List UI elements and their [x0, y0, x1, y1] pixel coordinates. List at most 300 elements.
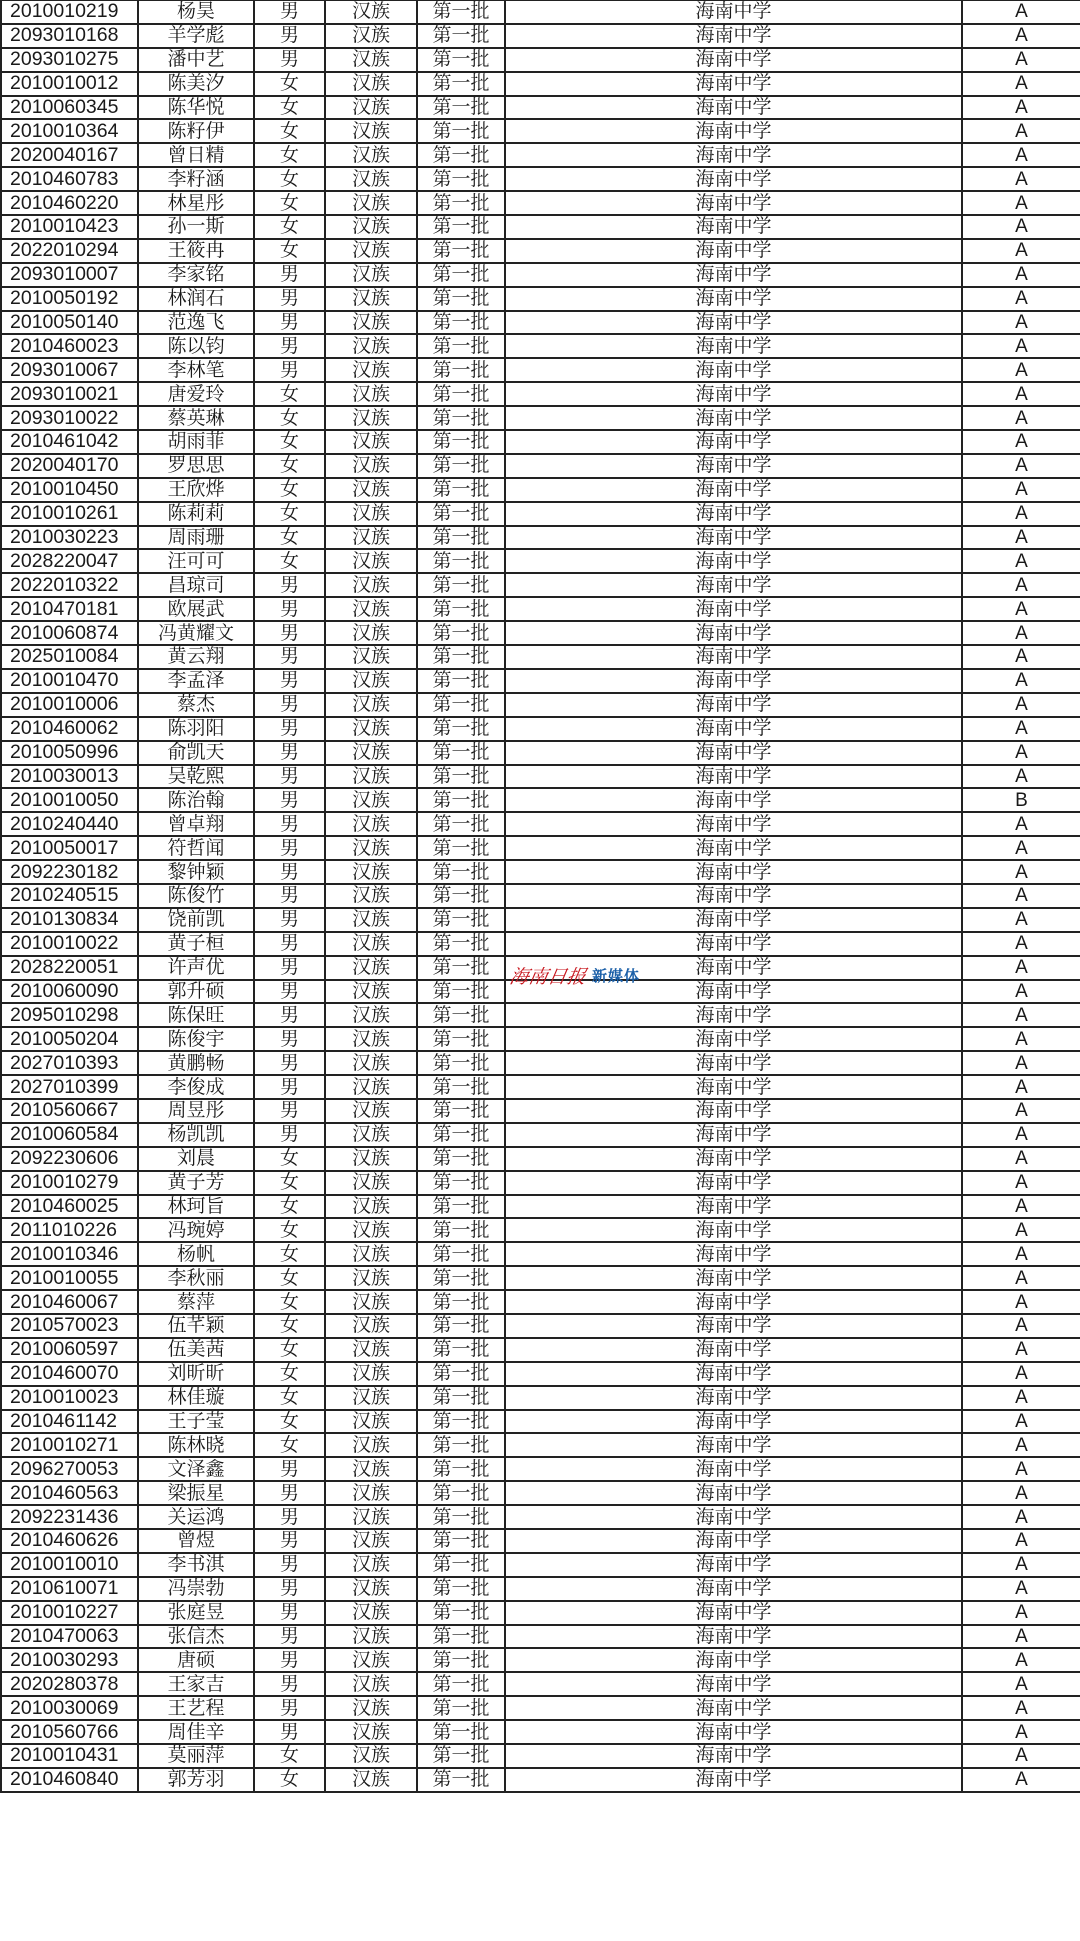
batch-cell: 第一批	[417, 1481, 505, 1505]
gender-cell: 男	[254, 24, 325, 48]
table-row	[1, 1075, 1080, 1099]
gender-cell: 男	[254, 932, 325, 956]
batch-cell: 第一批	[417, 1171, 505, 1195]
gender-cell: 女	[254, 96, 325, 120]
batch-cell: 第一批	[417, 669, 505, 693]
student-id-cell: 2010460626	[1, 1529, 138, 1553]
student-name-cell: 杨昊	[138, 0, 254, 24]
grade-cell: A	[962, 406, 1080, 430]
student-id-cell: 2020280378	[1, 1672, 138, 1696]
student-name-cell: 饶前凯	[138, 908, 254, 932]
gender-cell: 女	[254, 1290, 325, 1314]
school-cell: 海南中学	[505, 382, 962, 406]
ethnicity-cell: 汉族	[325, 1481, 417, 1505]
gender-cell: 男	[254, 287, 325, 311]
school-cell: 海南中学	[505, 884, 962, 908]
student-name-cell: 汪可可	[138, 549, 254, 573]
batch-cell: 第一批	[417, 406, 505, 430]
student-name-cell: 李秋丽	[138, 1266, 254, 1290]
school-cell: 海南中学	[505, 24, 962, 48]
gender-cell: 女	[254, 549, 325, 573]
gender-cell: 女	[254, 1386, 325, 1410]
ethnicity-cell: 汉族	[325, 24, 417, 48]
batch-cell: 第一批	[417, 1099, 505, 1123]
student-name-cell: 莫丽萍	[138, 1744, 254, 1768]
table-row	[1, 597, 1080, 621]
school-cell: 海南中学	[505, 1242, 962, 1266]
grade-cell: A	[962, 167, 1080, 191]
ethnicity-cell: 汉族	[325, 1266, 417, 1290]
school-cell: 海南中学	[505, 1625, 962, 1649]
grade-cell: A	[962, 119, 1080, 143]
ethnicity-cell: 汉族	[325, 765, 417, 789]
student-name-cell: 林星彤	[138, 191, 254, 215]
ethnicity-cell: 汉族	[325, 167, 417, 191]
student-name-cell: 梁振星	[138, 1481, 254, 1505]
grade-cell: A	[962, 263, 1080, 287]
batch-cell: 第一批	[417, 1195, 505, 1219]
grade-cell: A	[962, 1720, 1080, 1744]
student-name-cell: 羊学彪	[138, 24, 254, 48]
student-name-cell: 张信杰	[138, 1625, 254, 1649]
gender-cell: 女	[254, 1147, 325, 1171]
student-name-cell: 唐爱玲	[138, 382, 254, 406]
student-name-cell: 罗思思	[138, 454, 254, 478]
ethnicity-cell: 汉族	[325, 573, 417, 597]
table-row	[1, 239, 1080, 263]
batch-cell: 第一批	[417, 1362, 505, 1386]
table-row	[1, 1672, 1080, 1696]
student-id-cell: 2010050140	[1, 311, 138, 335]
batch-cell: 第一批	[417, 119, 505, 143]
grade-cell: A	[962, 1027, 1080, 1051]
student-id-cell: 2020040167	[1, 143, 138, 167]
table-row	[1, 1386, 1080, 1410]
grade-cell: A	[962, 1051, 1080, 1075]
ethnicity-cell: 汉族	[325, 1290, 417, 1314]
school-cell: 海南中学	[505, 645, 962, 669]
gender-cell: 女	[254, 454, 325, 478]
school-cell: 海南中学	[505, 549, 962, 573]
grade-cell: A	[962, 836, 1080, 860]
table-row	[1, 1457, 1080, 1481]
student-name-cell: 王筱冉	[138, 239, 254, 263]
batch-cell: 第一批	[417, 1242, 505, 1266]
school-cell: 海南中学	[505, 1195, 962, 1219]
batch-cell: 第一批	[417, 0, 505, 24]
grade-cell: A	[962, 1457, 1080, 1481]
table-row	[1, 788, 1080, 812]
table-row	[1, 549, 1080, 573]
gender-cell: 女	[254, 430, 325, 454]
batch-cell: 第一批	[417, 1075, 505, 1099]
school-cell: 海南中学	[505, 1720, 962, 1744]
grade-cell: A	[962, 597, 1080, 621]
school-cell: 海南中学	[505, 430, 962, 454]
batch-cell: 第一批	[417, 1147, 505, 1171]
gender-cell: 男	[254, 812, 325, 836]
gender-cell: 男	[254, 956, 325, 980]
grade-cell: A	[962, 334, 1080, 358]
batch-cell: 第一批	[417, 430, 505, 454]
batch-cell: 第一批	[417, 167, 505, 191]
table-row	[1, 406, 1080, 430]
batch-cell: 第一批	[417, 884, 505, 908]
student-name-cell: 许声优	[138, 956, 254, 980]
gender-cell: 女	[254, 167, 325, 191]
gender-cell: 女	[254, 1744, 325, 1768]
grade-cell: A	[962, 717, 1080, 741]
batch-cell: 第一批	[417, 1314, 505, 1338]
table-row	[1, 1744, 1080, 1768]
table-row	[1, 812, 1080, 836]
student-id-cell: 2010010010	[1, 1553, 138, 1577]
ethnicity-cell: 汉族	[325, 1672, 417, 1696]
school-cell: 海南中学	[505, 1457, 962, 1481]
grade-cell: A	[962, 1768, 1080, 1792]
gender-cell: 女	[254, 1410, 325, 1434]
batch-cell: 第一批	[417, 1625, 505, 1649]
student-name-cell: 李籽涵	[138, 167, 254, 191]
batch-cell: 第一批	[417, 1768, 505, 1792]
batch-cell: 第一批	[417, 549, 505, 573]
student-id-cell: 2010010450	[1, 478, 138, 502]
gender-cell: 女	[254, 406, 325, 430]
ethnicity-cell: 汉族	[325, 1744, 417, 1768]
table-row	[1, 741, 1080, 765]
gender-cell: 女	[254, 1218, 325, 1242]
batch-cell: 第一批	[417, 48, 505, 72]
table-row	[1, 1768, 1080, 1792]
school-cell: 海南中学	[505, 239, 962, 263]
batch-cell: 第一批	[417, 382, 505, 406]
school-cell: 海南中学	[505, 48, 962, 72]
grade-cell: A	[962, 765, 1080, 789]
table-row	[1, 1290, 1080, 1314]
batch-cell: 第一批	[417, 908, 505, 932]
batch-cell: 第一批	[417, 143, 505, 167]
ethnicity-cell: 汉族	[325, 1625, 417, 1649]
gender-cell: 女	[254, 1768, 325, 1792]
student-id-cell: 2010030223	[1, 526, 138, 550]
ethnicity-cell: 汉族	[325, 143, 417, 167]
batch-cell: 第一批	[417, 72, 505, 96]
student-name-cell: 范逸飞	[138, 311, 254, 335]
grade-cell: A	[962, 1147, 1080, 1171]
table-row	[1, 1648, 1080, 1672]
student-name-cell: 潘中艺	[138, 48, 254, 72]
table-row	[1, 143, 1080, 167]
school-cell: 海南中学	[505, 1505, 962, 1529]
ethnicity-cell: 汉族	[325, 1051, 417, 1075]
table-row	[1, 1433, 1080, 1457]
student-id-cell: 2010010219	[1, 0, 138, 24]
watermark	[507, 963, 641, 988]
student-name-cell: 刘昕昕	[138, 1362, 254, 1386]
gender-cell: 女	[254, 119, 325, 143]
gender-cell: 女	[254, 1195, 325, 1219]
student-name-cell: 王家吉	[138, 1672, 254, 1696]
gender-cell: 男	[254, 1075, 325, 1099]
student-id-cell: 2010050996	[1, 741, 138, 765]
school-cell: 海南中学	[505, 1051, 962, 1075]
gender-cell: 女	[254, 478, 325, 502]
table-row	[1, 669, 1080, 693]
ethnicity-cell: 汉族	[325, 478, 417, 502]
ethnicity-cell: 汉族	[325, 1648, 417, 1672]
student-name-cell: 杨帆	[138, 1242, 254, 1266]
ethnicity-cell: 汉族	[325, 1529, 417, 1553]
grade-cell: A	[962, 215, 1080, 239]
student-name-cell: 吴乾熙	[138, 765, 254, 789]
student-name-cell: 伍芊颖	[138, 1314, 254, 1338]
grade-cell: A	[962, 741, 1080, 765]
school-cell: 海南中学	[505, 1601, 962, 1625]
ethnicity-cell: 汉族	[325, 1505, 417, 1529]
grade-cell: A	[962, 1290, 1080, 1314]
grade-cell: A	[962, 1648, 1080, 1672]
student-id-cell: 2010060345	[1, 96, 138, 120]
school-cell: 海南中学	[505, 96, 962, 120]
batch-cell: 第一批	[417, 526, 505, 550]
student-id-cell: 2010010364	[1, 119, 138, 143]
gender-cell: 男	[254, 334, 325, 358]
student-id-cell: 2010030069	[1, 1696, 138, 1720]
gender-cell: 男	[254, 717, 325, 741]
gender-cell: 男	[254, 358, 325, 382]
gender-cell: 男	[254, 860, 325, 884]
school-cell: 海南中学	[505, 741, 962, 765]
student-id-cell: 2025010084	[1, 645, 138, 669]
ethnicity-cell: 汉族	[325, 836, 417, 860]
student-name-cell: 周佳辛	[138, 1720, 254, 1744]
batch-cell: 第一批	[417, 1553, 505, 1577]
student-id-cell: 2010050204	[1, 1027, 138, 1051]
grade-cell: A	[962, 932, 1080, 956]
student-name-cell: 周昱彤	[138, 1099, 254, 1123]
student-id-cell: 2010060090	[1, 980, 138, 1004]
grade-cell: A	[962, 1266, 1080, 1290]
grade-cell: A	[962, 549, 1080, 573]
batch-cell: 第一批	[417, 1003, 505, 1027]
table-row	[1, 1481, 1080, 1505]
batch-cell: 第一批	[417, 1577, 505, 1601]
ethnicity-cell: 汉族	[325, 311, 417, 335]
grade-cell: A	[962, 1123, 1080, 1147]
student-name-cell: 陈美汐	[138, 72, 254, 96]
school-cell: 海南中学	[505, 1410, 962, 1434]
ethnicity-cell: 汉族	[325, 430, 417, 454]
table-row	[1, 0, 1080, 24]
batch-cell: 第一批	[417, 24, 505, 48]
batch-cell: 第一批	[417, 1457, 505, 1481]
batch-cell: 第一批	[417, 1266, 505, 1290]
table-row	[1, 263, 1080, 287]
table-row	[1, 48, 1080, 72]
student-id-cell: 2095010298	[1, 1003, 138, 1027]
table-row	[1, 358, 1080, 382]
student-name-cell: 蔡杰	[138, 693, 254, 717]
batch-cell: 第一批	[417, 1433, 505, 1457]
student-name-cell: 陈羽阳	[138, 717, 254, 741]
gender-cell: 男	[254, 741, 325, 765]
student-id-cell: 2010060584	[1, 1123, 138, 1147]
ethnicity-cell: 汉族	[325, 239, 417, 263]
batch-cell: 第一批	[417, 765, 505, 789]
student-name-cell: 刘晨	[138, 1147, 254, 1171]
grade-cell: A	[962, 1672, 1080, 1696]
grade-cell: A	[962, 669, 1080, 693]
student-id-cell: 2093010007	[1, 263, 138, 287]
table-row	[1, 1577, 1080, 1601]
ethnicity-cell: 汉族	[325, 645, 417, 669]
student-id-cell: 2010060874	[1, 621, 138, 645]
student-name-cell: 林珂旨	[138, 1195, 254, 1219]
school-cell: 海南中学	[505, 1123, 962, 1147]
grade-cell: A	[962, 48, 1080, 72]
grade-cell: B	[962, 788, 1080, 812]
gender-cell: 男	[254, 1099, 325, 1123]
table-row	[1, 430, 1080, 454]
watermark-logo: 海南日报	[507, 965, 588, 988]
gender-cell: 男	[254, 1696, 325, 1720]
grade-cell: A	[962, 1505, 1080, 1529]
table-row	[1, 382, 1080, 406]
student-id-cell: 2010560766	[1, 1720, 138, 1744]
grade-cell: A	[962, 478, 1080, 502]
table-row	[1, 215, 1080, 239]
gender-cell: 男	[254, 884, 325, 908]
grade-cell: A	[962, 191, 1080, 215]
student-id-cell: 2093010067	[1, 358, 138, 382]
gender-cell: 男	[254, 1505, 325, 1529]
school-cell: 海南中学	[505, 215, 962, 239]
school-cell: 海南中学	[505, 334, 962, 358]
student-id-cell: 2010050017	[1, 836, 138, 860]
student-name-cell: 陈莉莉	[138, 502, 254, 526]
table-row	[1, 1242, 1080, 1266]
school-cell: 海南中学	[505, 1481, 962, 1505]
student-name-cell: 周雨珊	[138, 526, 254, 550]
gender-cell: 男	[254, 1529, 325, 1553]
ethnicity-cell: 汉族	[325, 191, 417, 215]
school-cell: 海南中学	[505, 765, 962, 789]
batch-cell: 第一批	[417, 788, 505, 812]
table-row	[1, 1529, 1080, 1553]
student-name-cell: 陈保旺	[138, 1003, 254, 1027]
table-row	[1, 621, 1080, 645]
ethnicity-cell: 汉族	[325, 932, 417, 956]
ethnicity-cell: 汉族	[325, 693, 417, 717]
school-cell: 海南中学	[505, 597, 962, 621]
school-cell: 海南中学	[505, 1433, 962, 1457]
table-row	[1, 96, 1080, 120]
student-name-cell: 冯琬婷	[138, 1218, 254, 1242]
student-name-cell: 黄子桓	[138, 932, 254, 956]
student-name-cell: 文泽鑫	[138, 1457, 254, 1481]
student-name-cell: 昌琼司	[138, 573, 254, 597]
grade-cell: A	[962, 0, 1080, 24]
student-id-cell: 2010010261	[1, 502, 138, 526]
student-name-cell: 黄子芳	[138, 1171, 254, 1195]
student-name-cell: 李孟泽	[138, 669, 254, 693]
grade-cell: A	[962, 1433, 1080, 1457]
school-cell: 海南中学	[505, 1648, 962, 1672]
grade-cell: A	[962, 1075, 1080, 1099]
batch-cell: 第一批	[417, 1051, 505, 1075]
batch-cell: 第一批	[417, 1505, 505, 1529]
student-id-cell: 2093010022	[1, 406, 138, 430]
gender-cell: 女	[254, 1433, 325, 1457]
table-row	[1, 311, 1080, 335]
school-cell: 海南中学	[505, 311, 962, 335]
student-name-cell: 俞凯天	[138, 741, 254, 765]
grade-cell: A	[962, 1553, 1080, 1577]
table-row	[1, 454, 1080, 478]
table-row	[1, 1218, 1080, 1242]
grade-cell: A	[962, 1242, 1080, 1266]
student-id-cell: 2028220051	[1, 956, 138, 980]
student-name-cell: 黄云翔	[138, 645, 254, 669]
ethnicity-cell: 汉族	[325, 215, 417, 239]
ethnicity-cell: 汉族	[325, 1003, 417, 1027]
table-row	[1, 1147, 1080, 1171]
batch-cell: 第一批	[417, 1672, 505, 1696]
grade-cell: A	[962, 430, 1080, 454]
gender-cell: 男	[254, 1051, 325, 1075]
batch-cell: 第一批	[417, 836, 505, 860]
student-id-cell: 2093010021	[1, 382, 138, 406]
student-id-cell: 2010010012	[1, 72, 138, 96]
student-id-cell: 2010460783	[1, 167, 138, 191]
grade-cell: A	[962, 956, 1080, 980]
grade-cell: A	[962, 812, 1080, 836]
ethnicity-cell: 汉族	[325, 263, 417, 287]
ethnicity-cell: 汉族	[325, 1195, 417, 1219]
ethnicity-cell: 汉族	[325, 717, 417, 741]
batch-cell: 第一批	[417, 502, 505, 526]
batch-cell: 第一批	[417, 191, 505, 215]
ethnicity-cell: 汉族	[325, 1433, 417, 1457]
school-cell: 海南中学	[505, 1553, 962, 1577]
school-cell: 海南中学	[505, 908, 962, 932]
school-cell: 海南中学	[505, 454, 962, 478]
school-cell: 海南中学	[505, 1147, 962, 1171]
student-name-cell: 李林笔	[138, 358, 254, 382]
ethnicity-cell: 汉族	[325, 597, 417, 621]
school-cell: 海南中学	[505, 526, 962, 550]
table-row	[1, 1720, 1080, 1744]
student-name-cell: 王欣烨	[138, 478, 254, 502]
grade-cell: A	[962, 1696, 1080, 1720]
student-name-cell: 陈俊宇	[138, 1027, 254, 1051]
student-id-cell: 2010460023	[1, 334, 138, 358]
table-row	[1, 287, 1080, 311]
gender-cell: 男	[254, 1027, 325, 1051]
student-id-cell: 2010010271	[1, 1433, 138, 1457]
student-name-cell: 李书淇	[138, 1553, 254, 1577]
batch-cell: 第一批	[417, 1744, 505, 1768]
student-id-cell: 2010010022	[1, 932, 138, 956]
school-cell: 海南中学	[505, 119, 962, 143]
student-name-cell: 冯黄耀文	[138, 621, 254, 645]
school-cell: 海南中学	[505, 1266, 962, 1290]
ethnicity-cell: 汉族	[325, 1696, 417, 1720]
ethnicity-cell: 汉族	[325, 502, 417, 526]
student-id-cell: 2010460067	[1, 1290, 138, 1314]
batch-cell: 第一批	[417, 741, 505, 765]
ethnicity-cell: 汉族	[325, 741, 417, 765]
